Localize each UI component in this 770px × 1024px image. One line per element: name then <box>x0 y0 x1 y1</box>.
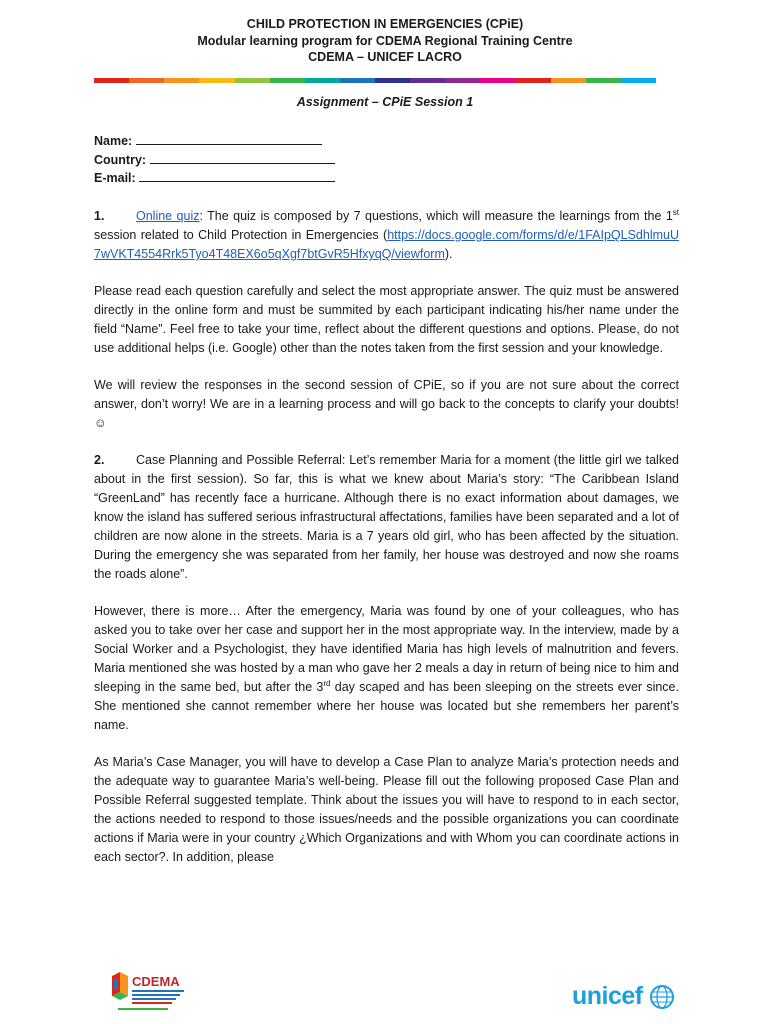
item-1-text-a: : The quiz is composed by 7 questions, which will measure the learnings from the 1 <box>199 209 673 223</box>
header-partners: CDEMA – UNICEF LACRO <box>308 50 462 64</box>
unicef-logo-text: unicef <box>572 982 643 1010</box>
country-label: Country: <box>94 152 147 167</box>
rainbow-segment <box>129 78 164 83</box>
rainbow-segment <box>270 78 305 83</box>
item-2-paragraph <box>94 451 679 584</box>
case-manager-paragraph: As Maria’s Case Manager, you will have to develop a Case Plan to analyze Maria’s protection needs and the adequate way to guarantee Maria’s well-being. Please fill out the following proposed Case Plan and Possible Referral suggested template. Think about the issues you will have to respond to in each sector, the actions needed to respond to those issues/needs and the possible organizations you can coordinate actions if Maria were in your country ¿Which Organizations and with Whom you can coordinate actions in each sector?. In addition, please <box>94 755 679 864</box>
rainbow-segment <box>445 78 480 83</box>
item-1-sup: st <box>672 207 679 217</box>
cdema-logo-text: CDEMA <box>132 974 180 989</box>
email-line[interactable] <box>139 170 335 182</box>
rainbow-segment <box>551 78 586 83</box>
item-2-number: 2. <box>94 453 105 467</box>
quiz-url-link[interactable]: https://docs.google.com/forms/d/e/1FAIpQLSdhlmuU7wVKT4554Rrk5Tyo4T48EX6o5qXgf7btGvR5HfxyqQ/viewform <box>94 228 679 261</box>
rainbow-divider <box>94 78 656 83</box>
document-body <box>94 207 679 885</box>
rainbow-segment <box>516 78 551 83</box>
email-field[interactable] <box>94 169 335 188</box>
email-label: E-mail: <box>94 171 136 185</box>
rainbow-segment <box>621 78 656 83</box>
rainbow-segment <box>340 78 375 83</box>
document-header <box>0 16 770 66</box>
name-line[interactable] <box>136 133 322 145</box>
header-subtitle: Modular learning program for CDEMA Regional Training Centre <box>197 33 573 48</box>
rainbow-segment <box>586 78 621 83</box>
rainbow-segment <box>375 78 410 83</box>
name-label: Name: <box>94 134 133 148</box>
unicef-globe-icon <box>649 984 675 1010</box>
item-1-number: 1. <box>94 209 105 223</box>
item-2-text: Case Planning and Possible Referral: Let’s remember Maria for a moment (the little girl we talked about in the first session). So far, this is what we knew about Maria’s story: “The Caribbean Island “GreenLand” has recently face a hurricane. Although there is no exact information about damages, we know the island has suffered serious infrastructural affectations, families have been separated and a lot of children are now alone in the streets. Maria is a 7 years old girl, who has been affected by the situation. During the emergency she was separated from her family, her house was destroyed and now she roams the roads alone”. <box>94 453 679 581</box>
review-paragraph: We will review the responses in the second session of CPiE, so if you are not sure about the correct answer, don’t worry! We are in a learning process and will go back to the concepts to clarify your doubts! ☺ <box>94 378 679 430</box>
rainbow-segment <box>410 78 445 83</box>
item-1-text-b: session related to Child Protection in Emergencies ( <box>94 228 388 242</box>
rainbow-segment <box>164 78 199 83</box>
rainbow-segment <box>480 78 515 83</box>
cdema-logo <box>108 966 198 1014</box>
more-info-sup: rd <box>323 678 331 688</box>
rainbow-segment <box>94 78 129 83</box>
more-info-text-a: However, there is more… After the emergency, Maria was found by one of your colleagues, who has asked you to take over her case and support her in the most appropriate way. In the interview, made by a Social Worker and a Psychologist, they have identified Maria has high levels of malnutrition and fevers. Maria mentioned she was hosted by a man who gave her 2 meals a day in return of being nice to him and sleeping in the same bed, but after the 3 <box>94 604 679 694</box>
assignment-title: Assignment – CPiE Session 1 <box>296 95 474 109</box>
more-info-text-b: day scaped and has been sleeping on the streets ever since. She mentioned she cannot remember where her house was located but she remembers her parent’s name. <box>94 680 679 732</box>
quiz-instructions-paragraph: Please read each question carefully and select the most appropriate answer. The quiz must be answered directly in the online form and must be summited by each participant indicating his/her name under the field “Name”. Feel free to take your time, reflect about the different questions and options. Please, do not use additional helps (i.e. Google) other than the notes taken from the first session and your knowledge. <box>94 284 679 355</box>
country-field[interactable] <box>94 151 335 170</box>
name-field[interactable] <box>94 132 335 151</box>
rainbow-segment <box>199 78 234 83</box>
unicef-logo <box>572 982 675 1011</box>
online-quiz-link[interactable]: Online quiz <box>136 209 200 223</box>
rainbow-segment <box>305 78 340 83</box>
cdema-emblem-icon <box>108 966 198 1014</box>
item-1-text-c: ). <box>444 247 453 261</box>
header-title: CHILD PROTECTION IN EMERGENCIES (CPiE) <box>246 17 524 31</box>
rainbow-segment <box>235 78 270 83</box>
more-info-paragraph <box>94 602 679 735</box>
item-1-paragraph <box>94 207 679 264</box>
participant-fields <box>94 132 335 188</box>
country-line[interactable] <box>150 152 335 164</box>
